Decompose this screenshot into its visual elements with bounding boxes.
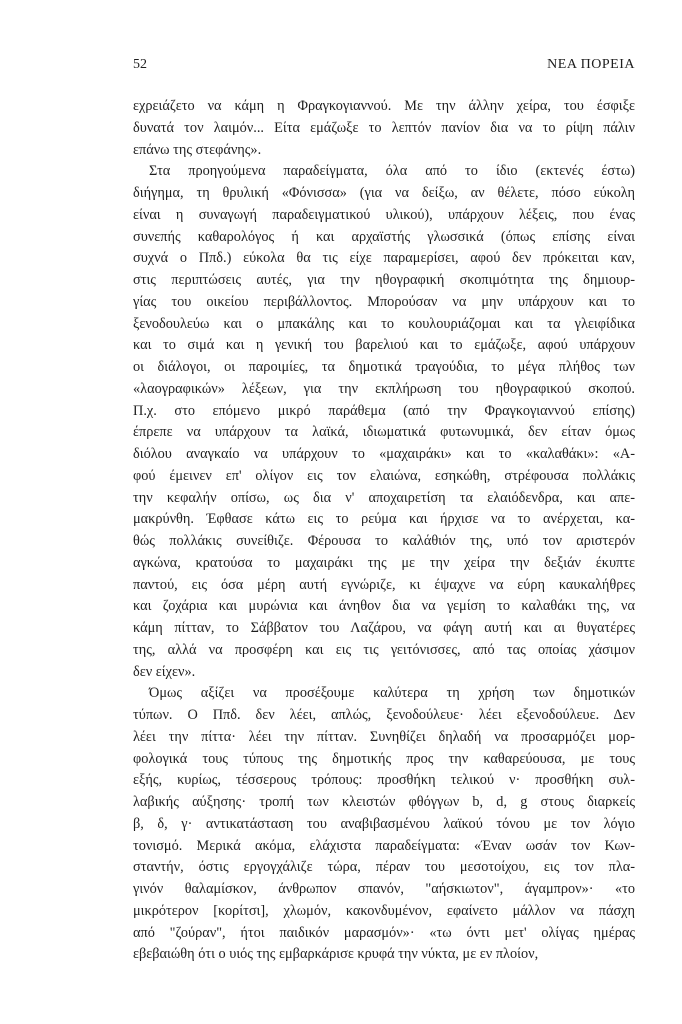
text-line: Π.χ. στο επόμενο μικρό παράθεμα (από την Φραγκογιαννού επίσης) xyxy=(133,402,635,419)
text-line: εβεβαιώθη ότι ο υιός της εμβαρκάρισε κρυφά την νύκτα, με εν πλοίον, xyxy=(133,946,539,963)
text-line: φού έμεινεν επ' ολίγον εις τον ελαιώνα, εσηκώθη, στρέφουσα πολλάκις xyxy=(133,467,635,484)
paragraph xyxy=(133,161,635,683)
text-line: «λαογραφικών» λέξεων, για την εκπλήρωση του ηθογραφικού σκοπού. xyxy=(133,380,635,397)
paragraph xyxy=(133,96,635,161)
text-line: είναι η συναγωγή παραδειγματικού υλικού), υπάρχουν λέξεις, που ένας xyxy=(133,206,635,223)
running-head xyxy=(133,57,635,77)
text-line: β, δ, γ· αντικατάσταση του αναβιβασμένου λαϊκού τόνου με τον λόγιο xyxy=(133,815,635,832)
text-line: γινόν θαλαμίσκον, άνθρωπον σπανόν, "αήσκιωτον", άγαμπρον»· «το xyxy=(133,881,635,897)
text-line: λαβικής αύξησης· τροπή των κλειστών φθόγγων b, d, g στους διαρκείς xyxy=(133,794,635,810)
text-line: διόλου αναγκαίο να υπάρχουν το «μαχαιράκι» και το «καλαθάκι»: «Α- xyxy=(133,446,635,462)
text-line: φολογικά τους τύπους της δημοτικής προς την καθαρεύουσα, με τους xyxy=(133,750,635,767)
text-line: ξενοδουλεύω και ο μπακάλης και το κουλουριάζομαι και τα γλειφίδικα xyxy=(133,315,635,332)
text-line: διήγημα, τη θρυλική «Φόνισσα» (για να δείξω, αν θέλετε, πόσο εύκολη xyxy=(133,185,635,201)
text-line: εχρειάζετο να κάμη η Φραγκογιαννού. Με την άλλην χείρα, του έσφιξε xyxy=(133,98,635,114)
text-line: έπρεπε να υπάρχουν τα λαϊκά, ιδιωματικά φυτωνυμικά, δεν είταν όμως xyxy=(133,424,635,441)
text-line: συχνά ο Ππδ.) εύκολα θα τις είχε παραμερίσει, αφού δεν πρόκειται καν, xyxy=(133,250,635,267)
text-line: μακρύνθη. Έφθασε κάτω εις το ρεύμα και ήρχισε να το ανέρχεται, κα- xyxy=(133,511,635,528)
text-line: τονισμό. Μερικά ακόμα, ελάχιστα παραδείγματα: «Έναν ωσάν τον Κων- xyxy=(133,837,635,854)
journal-title: ΝΕΑ ΠΟΡΕΙΑ xyxy=(547,57,635,72)
text-line: την κεφαλήν οπίσω, ως δια ν' αποχαιρετίση τα ελαιόδενδρα, και απε- xyxy=(133,489,635,506)
text-line: από "ζούραν", ήτοι παιδικόν μαρασμόν»· «τω όντι μετ' ολίγας ημέρας xyxy=(133,924,635,941)
text-line: κάμη πίτταν, το Σάββατον του Λαζάρου, να φάγη αυτή και αι θυγατέρες xyxy=(133,620,635,636)
text-line: δυνατά τον λαιμόν... Είτα εμάζωξε το λεπτόν πανίον δια να το ρίψη πάλιν xyxy=(133,119,635,136)
text-line: της, αλλά να προσφέρη και εις τις γειτόνισσες, από τας οποίας χάσιμον xyxy=(133,641,635,658)
text-line: σταντήν, όστις εργογχάλιζε τώρα, πέραν του μεσοτοίχου, εις τον πλα- xyxy=(133,859,635,876)
body-text xyxy=(133,96,635,966)
text-line: και το σιμά και η γενική του βαρελιού και το εμάζωξε, αφού υπάρχουν xyxy=(133,337,635,354)
text-line: μικρότερον [κορίτσι], χλωμόν, κακονδυμένον, εφαίνετο μάλλον να πάσχη xyxy=(133,902,635,919)
text-line: και ζοχάρια και μυρώνια και άνηθον δια να γεμίση το καλαθάκι της, να xyxy=(133,598,635,615)
page-number: 52 xyxy=(133,57,147,72)
text-line: εξής, κυρίως, τέσσερους τρόπους: προσθήκη τελικού ν· προσθήκη συλ- xyxy=(133,772,635,789)
text-line: θώς πολλάκις συνείθιζε. Φέρουσα το καλάθιόν της, υπό τον αριστερόν xyxy=(133,533,635,549)
text-line: επάνω της στεφάνης». xyxy=(133,141,262,158)
text-line: λέει την πίττα· λέει την πίτταν. Συνηθίζει δηλαδή να προσαρμόζει μορ- xyxy=(133,728,635,745)
text-line: συνεπής καθαρολόγος ή και αρχαϊστής γλωσσικά (όπως επίσης είναι xyxy=(133,228,635,245)
text-line: Όμως αξίζει να προσέξουμε καλύτερα τη χρήση των δημοτικών xyxy=(149,685,635,702)
text-line: παντού, εις όσα μέρη αυτή εγνώριζε, κι έψαχνε να εύρη καυκαλήθρες xyxy=(133,576,635,593)
text-line: οι διάλογοι, οι παροιμίες, τα δημοτικά τραγούδια, το μέγα πλήθος των xyxy=(133,359,635,375)
text-line: γίας του οικείου περιβάλλοντος. Μπορούσαν να μην υπάρχουν και το xyxy=(133,293,635,310)
text-line: αγκώνα, κρατούσα το μαχαιράκι της με την χείρα την δεξιάν έκυπτε xyxy=(133,554,635,571)
text-line: Στα προηγούμενα παραδείγματα, όλα από το ίδιο (εκτενές έστω) xyxy=(149,163,635,180)
paragraph xyxy=(133,683,635,966)
text-line: στις περιπτώσεις αυτές, για την ηθογραφική σκοπιμότητα της δημιουρ- xyxy=(133,272,635,288)
text-line: δεν είχεν». xyxy=(133,663,196,680)
text-line: τύπων. Ο Ππδ. δεν λέει, απλώς, ξενοδούλευε· λέει εξενοδούλευε. Δεν xyxy=(133,707,635,723)
